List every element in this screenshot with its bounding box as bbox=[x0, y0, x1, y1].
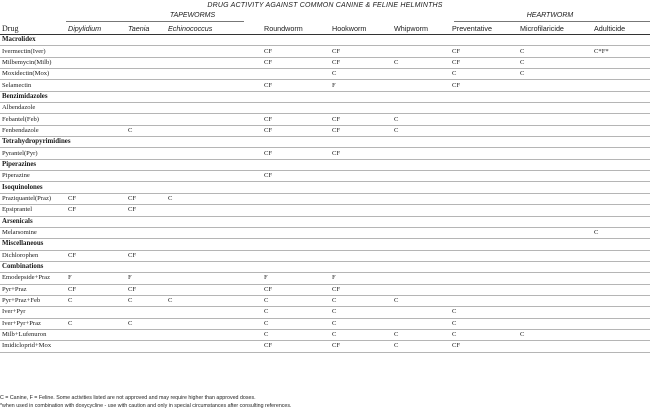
activity-cell bbox=[592, 103, 650, 114]
activity-cell bbox=[450, 284, 518, 295]
activity-cell bbox=[166, 46, 262, 57]
activity-cell: CF bbox=[262, 341, 330, 352]
activity-cell: CF bbox=[262, 80, 330, 91]
activity-cell: C bbox=[126, 125, 166, 136]
activity-cell bbox=[450, 171, 518, 182]
drug-name-cell: Iver+Pyr+Praz bbox=[0, 318, 66, 329]
activity-cell: CF bbox=[450, 341, 518, 352]
activity-cell: C bbox=[518, 57, 592, 68]
activity-cell bbox=[450, 273, 518, 284]
activity-cell bbox=[592, 284, 650, 295]
activity-cell: C bbox=[450, 69, 518, 80]
activity-cell bbox=[518, 114, 592, 125]
table-caption: DRUG ACTIVITY AGAINST COMMON CANINE & FELINE HELMINTHS bbox=[207, 2, 443, 9]
category-row bbox=[0, 261, 650, 272]
drug-name-cell: Piperazine bbox=[0, 171, 66, 182]
drug-name-cell: Praziquantel(Praz) bbox=[0, 193, 66, 204]
activity-cell: CF bbox=[262, 171, 330, 182]
category-label: Tetrahydropyrimidines bbox=[0, 137, 650, 148]
activity-cell bbox=[592, 171, 650, 182]
activity-cell bbox=[592, 250, 650, 261]
activity-cell bbox=[518, 103, 592, 114]
drug-name-cell: Imidicloprid+Mox bbox=[0, 341, 66, 352]
activity-cell: C bbox=[518, 46, 592, 57]
category-label: Macrolidex bbox=[0, 35, 650, 46]
drug-row bbox=[0, 205, 650, 216]
activity-cell bbox=[592, 205, 650, 216]
activity-cell bbox=[518, 273, 592, 284]
activity-cell: C bbox=[166, 193, 262, 204]
drug-row bbox=[0, 318, 650, 329]
activity-cell bbox=[392, 80, 450, 91]
activity-cell: C bbox=[330, 69, 392, 80]
footnote-legend: C = Canine, F = Feline. Some activities listed are not approved and may require higher than approved doses. bbox=[0, 395, 256, 401]
activity-cell bbox=[166, 148, 262, 159]
activity-cell: C bbox=[392, 341, 450, 352]
activity-cell bbox=[166, 227, 262, 238]
activity-cell: C bbox=[66, 295, 126, 306]
activity-cell bbox=[518, 250, 592, 261]
col-header-echinococcus: Echinococcus bbox=[166, 22, 262, 35]
activity-cell bbox=[592, 193, 650, 204]
drug-row bbox=[0, 57, 650, 68]
drug-name-cell: Emodepside+Praz bbox=[0, 273, 66, 284]
drug-name-cell: Milb+Lufenuron bbox=[0, 329, 66, 340]
drug-row bbox=[0, 171, 650, 182]
drug-row bbox=[0, 273, 650, 284]
activity-cell: F bbox=[66, 273, 126, 284]
activity-cell: CF bbox=[330, 148, 392, 159]
category-label: Arsenicals bbox=[0, 216, 650, 227]
activity-cell bbox=[126, 114, 166, 125]
activity-cell bbox=[592, 125, 650, 136]
activity-cell: CF bbox=[126, 205, 166, 216]
activity-cell bbox=[518, 307, 592, 318]
activity-cell bbox=[518, 227, 592, 238]
activity-cell bbox=[330, 205, 392, 216]
activity-cell bbox=[66, 46, 126, 57]
drug-name-cell: Melarsomine bbox=[0, 227, 66, 238]
activity-cell: C bbox=[126, 318, 166, 329]
activity-cell: CF bbox=[66, 250, 126, 261]
activity-cell: C bbox=[392, 295, 450, 306]
drug-row bbox=[0, 341, 650, 352]
activity-cell bbox=[592, 57, 650, 68]
activity-cell: C bbox=[262, 307, 330, 318]
footnotes bbox=[0, 395, 650, 410]
col-header-taenia: Taenia bbox=[126, 22, 166, 35]
drug-name-cell: Fenbendazole bbox=[0, 125, 66, 136]
activity-cell bbox=[166, 171, 262, 182]
activity-cell bbox=[450, 103, 518, 114]
col-header-roundworm: Roundworm bbox=[262, 22, 330, 35]
activity-cell: C bbox=[592, 227, 650, 238]
activity-cell: CF bbox=[126, 284, 166, 295]
activity-cell: C bbox=[450, 329, 518, 340]
activity-cell bbox=[262, 227, 330, 238]
drug-name-cell: Ivermectin(Iver) bbox=[0, 46, 66, 57]
activity-cell bbox=[166, 57, 262, 68]
activity-cell bbox=[450, 205, 518, 216]
activity-cell bbox=[126, 46, 166, 57]
activity-cell bbox=[166, 114, 262, 125]
activity-cell: F bbox=[330, 80, 392, 91]
activity-cell: CF bbox=[262, 114, 330, 125]
activity-cell bbox=[392, 171, 450, 182]
drug-row bbox=[0, 284, 650, 295]
activity-cell bbox=[126, 227, 166, 238]
activity-cell bbox=[126, 103, 166, 114]
activity-cell: C bbox=[392, 125, 450, 136]
activity-cell bbox=[592, 329, 650, 340]
activity-cell bbox=[518, 318, 592, 329]
category-row bbox=[0, 182, 650, 193]
activity-cell bbox=[450, 193, 518, 204]
activity-cell bbox=[592, 69, 650, 80]
activity-cell bbox=[518, 125, 592, 136]
drug-row bbox=[0, 103, 650, 114]
activity-cell bbox=[262, 69, 330, 80]
activity-cell: CF bbox=[330, 57, 392, 68]
activity-cell bbox=[262, 193, 330, 204]
activity-cell: C bbox=[262, 295, 330, 306]
col-header-drug: Drug bbox=[0, 22, 66, 35]
col-header-whipworm: Whipworm bbox=[392, 22, 450, 35]
activity-cell bbox=[166, 329, 262, 340]
activity-cell bbox=[392, 69, 450, 80]
activity-cell: CF bbox=[450, 80, 518, 91]
activity-cell bbox=[66, 80, 126, 91]
activity-cell bbox=[518, 148, 592, 159]
col-header-hookworm: Hookworm bbox=[330, 22, 392, 35]
category-row bbox=[0, 239, 650, 250]
activity-cell bbox=[450, 114, 518, 125]
col-header-microfilaricide: Microfilaricide bbox=[518, 22, 592, 35]
activity-cell bbox=[66, 125, 126, 136]
activity-cell: C bbox=[126, 295, 166, 306]
activity-cell bbox=[330, 171, 392, 182]
activity-cell bbox=[592, 318, 650, 329]
drug-row bbox=[0, 80, 650, 91]
activity-cell bbox=[518, 80, 592, 91]
activity-cell bbox=[592, 295, 650, 306]
activity-cell bbox=[518, 341, 592, 352]
activity-cell bbox=[518, 295, 592, 306]
activity-cell bbox=[392, 46, 450, 57]
activity-cell: CF bbox=[262, 57, 330, 68]
activity-cell bbox=[126, 57, 166, 68]
activity-cell bbox=[518, 284, 592, 295]
tapeworms-group-header: TAPEWORMS bbox=[169, 12, 216, 19]
drug-name-cell: Iver+Pyr bbox=[0, 307, 66, 318]
activity-cell bbox=[166, 273, 262, 284]
activity-cell bbox=[392, 148, 450, 159]
activity-cell: C bbox=[330, 295, 392, 306]
heartworm-group-header: HEARTWORM bbox=[526, 12, 574, 19]
activity-cell bbox=[166, 80, 262, 91]
activity-cell bbox=[450, 250, 518, 261]
activity-cell bbox=[392, 103, 450, 114]
activity-cell: C bbox=[166, 295, 262, 306]
activity-cell bbox=[330, 103, 392, 114]
activity-cell: F bbox=[330, 273, 392, 284]
activity-cell: C bbox=[262, 329, 330, 340]
category-label: Miscellaneous bbox=[0, 239, 650, 250]
activity-cell: C bbox=[392, 57, 450, 68]
category-row bbox=[0, 137, 650, 148]
activity-cell bbox=[126, 148, 166, 159]
category-row bbox=[0, 91, 650, 102]
activity-cell bbox=[592, 148, 650, 159]
activity-cell bbox=[126, 307, 166, 318]
category-label: Benzimidazoles bbox=[0, 91, 650, 102]
activity-cell: C bbox=[392, 329, 450, 340]
activity-cell bbox=[392, 284, 450, 295]
drug-name-cell: Pyr+Praz+Feb bbox=[0, 295, 66, 306]
category-label: Isoquinolones bbox=[0, 182, 650, 193]
activity-cell: CF bbox=[450, 46, 518, 57]
activity-cell: C bbox=[330, 329, 392, 340]
category-label: Combinations bbox=[0, 261, 650, 272]
category-label: Piperazines bbox=[0, 159, 650, 170]
table-body bbox=[0, 35, 650, 353]
activity-cell bbox=[126, 329, 166, 340]
column-header-row bbox=[0, 22, 650, 35]
activity-cell bbox=[66, 171, 126, 182]
activity-cell bbox=[166, 125, 262, 136]
activity-cell: F bbox=[262, 273, 330, 284]
activity-cell bbox=[66, 114, 126, 125]
activity-cell bbox=[166, 250, 262, 261]
activity-cell bbox=[66, 307, 126, 318]
activity-cell: C bbox=[518, 329, 592, 340]
activity-cell: F bbox=[126, 273, 166, 284]
activity-cell bbox=[166, 69, 262, 80]
activity-cell: CF bbox=[126, 250, 166, 261]
activity-cell bbox=[166, 341, 262, 352]
activity-cell: CF bbox=[66, 205, 126, 216]
drug-row bbox=[0, 114, 650, 125]
activity-cell bbox=[262, 250, 330, 261]
activity-cell bbox=[126, 80, 166, 91]
activity-cell: C bbox=[450, 307, 518, 318]
col-header-preventative: Preventative bbox=[450, 22, 518, 35]
activity-cell bbox=[592, 307, 650, 318]
drug-row bbox=[0, 295, 650, 306]
activity-cell: CF bbox=[262, 125, 330, 136]
activity-cell bbox=[392, 307, 450, 318]
drug-name-cell: Pyrantel(Pyr) bbox=[0, 148, 66, 159]
activity-cell bbox=[392, 250, 450, 261]
drug-name-cell: Moxidectin(Mox) bbox=[0, 69, 66, 80]
activity-cell: C bbox=[330, 318, 392, 329]
activity-cell: C*F* bbox=[592, 46, 650, 57]
activity-cell bbox=[262, 103, 330, 114]
footnote-asterisk: *when used in combination with doxycycline - use with caution and only in special circumstances after consulting references. bbox=[0, 402, 292, 409]
col-header-dipylidium: Dipylidium bbox=[66, 22, 126, 35]
drug-row bbox=[0, 125, 650, 136]
activity-cell: C bbox=[450, 318, 518, 329]
activity-cell bbox=[518, 193, 592, 204]
activity-cell: C bbox=[330, 307, 392, 318]
activity-cell: C bbox=[262, 318, 330, 329]
activity-cell bbox=[126, 171, 166, 182]
activity-cell: CF bbox=[262, 284, 330, 295]
category-row bbox=[0, 159, 650, 170]
activity-cell bbox=[592, 80, 650, 91]
activity-cell: CF bbox=[330, 341, 392, 352]
activity-cell bbox=[166, 307, 262, 318]
drug-activity-table bbox=[0, 22, 650, 353]
activity-cell bbox=[392, 227, 450, 238]
activity-cell: CF bbox=[66, 193, 126, 204]
activity-cell: CF bbox=[66, 284, 126, 295]
activity-cell bbox=[392, 205, 450, 216]
category-row bbox=[0, 35, 650, 46]
drug-row bbox=[0, 227, 650, 238]
category-row bbox=[0, 216, 650, 227]
drug-row bbox=[0, 69, 650, 80]
activity-cell bbox=[392, 318, 450, 329]
activity-cell bbox=[450, 148, 518, 159]
activity-cell: CF bbox=[330, 114, 392, 125]
activity-cell: CF bbox=[330, 284, 392, 295]
activity-cell bbox=[66, 69, 126, 80]
drug-name-cell: Albendazole bbox=[0, 103, 66, 114]
activity-cell bbox=[126, 341, 166, 352]
activity-cell bbox=[330, 193, 392, 204]
activity-cell bbox=[330, 227, 392, 238]
drug-row bbox=[0, 250, 650, 261]
activity-cell bbox=[518, 171, 592, 182]
activity-cell: CF bbox=[330, 46, 392, 57]
activity-cell bbox=[450, 295, 518, 306]
activity-cell bbox=[66, 103, 126, 114]
activity-cell: C bbox=[66, 318, 126, 329]
activity-cell: CF bbox=[262, 46, 330, 57]
activity-cell: C bbox=[518, 69, 592, 80]
drug-name-cell: Epsiprantel bbox=[0, 205, 66, 216]
drug-row bbox=[0, 307, 650, 318]
activity-cell bbox=[592, 273, 650, 284]
drug-row bbox=[0, 329, 650, 340]
activity-cell bbox=[66, 341, 126, 352]
drug-name-cell: Febantel(Feb) bbox=[0, 114, 66, 125]
activity-cell bbox=[592, 341, 650, 352]
activity-cell bbox=[518, 205, 592, 216]
col-header-adulticide: Adulticide bbox=[592, 22, 650, 35]
drug-row bbox=[0, 193, 650, 204]
activity-cell bbox=[592, 114, 650, 125]
activity-cell bbox=[392, 193, 450, 204]
activity-cell bbox=[166, 205, 262, 216]
activity-cell bbox=[262, 205, 330, 216]
activity-cell: CF bbox=[262, 148, 330, 159]
drug-name-cell: Selamectin bbox=[0, 80, 66, 91]
drug-name-cell: Dichlorophen bbox=[0, 250, 66, 261]
activity-cell bbox=[166, 284, 262, 295]
activity-cell: CF bbox=[450, 57, 518, 68]
drug-name-cell: Milbemycin(Milb) bbox=[0, 57, 66, 68]
drug-row bbox=[0, 148, 650, 159]
drug-name-cell: Pyr+Praz bbox=[0, 284, 66, 295]
activity-cell bbox=[66, 57, 126, 68]
activity-cell bbox=[166, 103, 262, 114]
activity-cell: CF bbox=[126, 193, 166, 204]
activity-cell bbox=[66, 329, 126, 340]
activity-cell bbox=[126, 69, 166, 80]
activity-cell bbox=[330, 250, 392, 261]
activity-cell bbox=[66, 227, 126, 238]
drug-row bbox=[0, 46, 650, 57]
activity-cell bbox=[392, 273, 450, 284]
activity-cell bbox=[166, 318, 262, 329]
activity-cell bbox=[66, 148, 126, 159]
activity-cell bbox=[450, 227, 518, 238]
activity-cell: CF bbox=[330, 125, 392, 136]
activity-cell: C bbox=[392, 114, 450, 125]
activity-cell bbox=[450, 125, 518, 136]
